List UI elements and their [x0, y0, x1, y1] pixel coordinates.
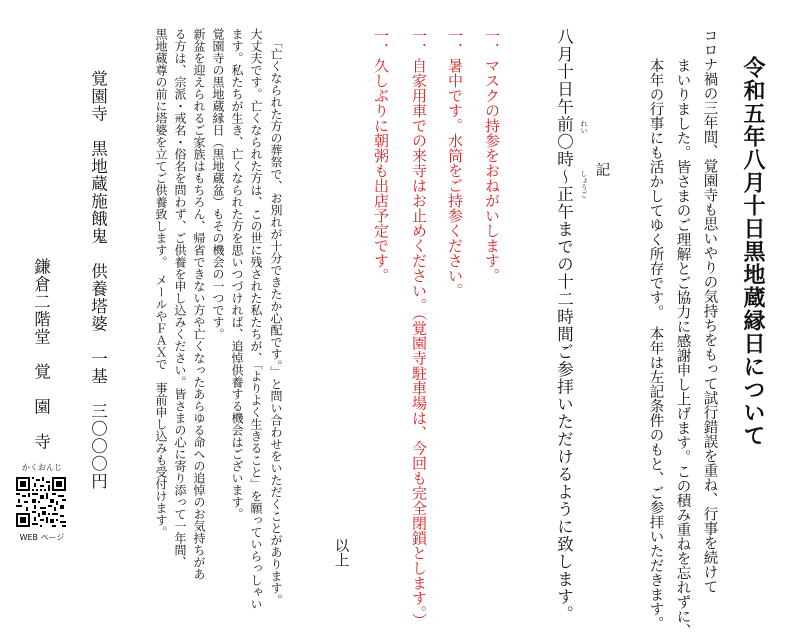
condition-1: 一．マスクの持参をおねがいします。 — [483, 28, 501, 283]
notice-line-1: 「亡くなられた方の葬祭で、お別れが十分できたか心配です。」と問い合わせをいただくことがあります。 — [269, 36, 283, 606]
notice-line-5: 新盆を迎えられるご家族はもちろん、帰省できない方や亡くなったあらゆる命への追悼のお気持ちがあ — [192, 28, 206, 580]
furigana-rei: れい — [580, 120, 588, 134]
intro-line-1: コロナ禍の三年間、覚園寺も思いやりの気持ちをもって試行錯誤を重ね、行事を続けて — [701, 28, 718, 594]
intro-line-2: まいりました。皆さまのご理解とご協力に感謝申し上げます。この積み重ねを忘れずに、 — [674, 58, 691, 638]
page-title: 令和五年八月十日黒地蔵縁日について — [740, 56, 766, 447]
condition-2: 一．暑中です。水筒をご持参ください。 — [446, 28, 464, 298]
closing-mark: 以上 — [332, 538, 349, 567]
qr-caption-bottom: WEB ページ — [19, 533, 65, 542]
notice-line-4: 覚園寺の黒地蔵縁日（黒地蔵盆）もその機会の一つです。 — [211, 28, 225, 340]
offering-line: 覚園寺 黒地蔵施餓鬼 供養塔婆 一基 三〇〇〇円 — [88, 70, 108, 490]
notice-line-7: 黒地蔵尊の前に塔婆を立てご供養致します。 メールやＦＡＸで 事前申し込みも受付けます。 — [154, 28, 168, 538]
ki-heading: 記 — [593, 162, 610, 177]
temple-address: 鎌倉二階堂 覚 園 寺 — [31, 258, 51, 451]
qr-caption-top: かくおんじ — [22, 463, 62, 472]
condition-4: 一．久しぶりに朝粥も出店予定です。 — [372, 28, 390, 283]
condition-3: 一．自家用車での来寺はお止めください。（覚園寺駐車場は、今回も完全閉鎖とします。） — [410, 28, 428, 628]
furigana-shougo: しょうご — [580, 170, 588, 198]
intro-line-3: 本年の行事にも活かしてゆく所存です。 本年は左記条件のもと、ご参拝いただきます。 — [647, 58, 664, 631]
notice-line-6: る方は、宗派・戒名・俗名を問わず、ご供養を申し込みください。皆さまの心に寄り添って一年間、 — [173, 28, 187, 568]
schedule-line: 八月十日午前〇時～正午までの十二時間ご参拝いただけるように致します。 — [554, 28, 574, 623]
qr-code-image[interactable] — [16, 477, 66, 527]
qr-code-icon — [16, 477, 66, 527]
notice-line-2: 大丈夫です。亡くなられた方は、この世に残された私たちが、「よりよく生きること」を願っていらっしゃい — [249, 28, 263, 610]
notice-line-3: ます。私たちが生き、亡くなられた方を思いつづければ、追悼供養する機会はございます。 — [230, 28, 244, 520]
